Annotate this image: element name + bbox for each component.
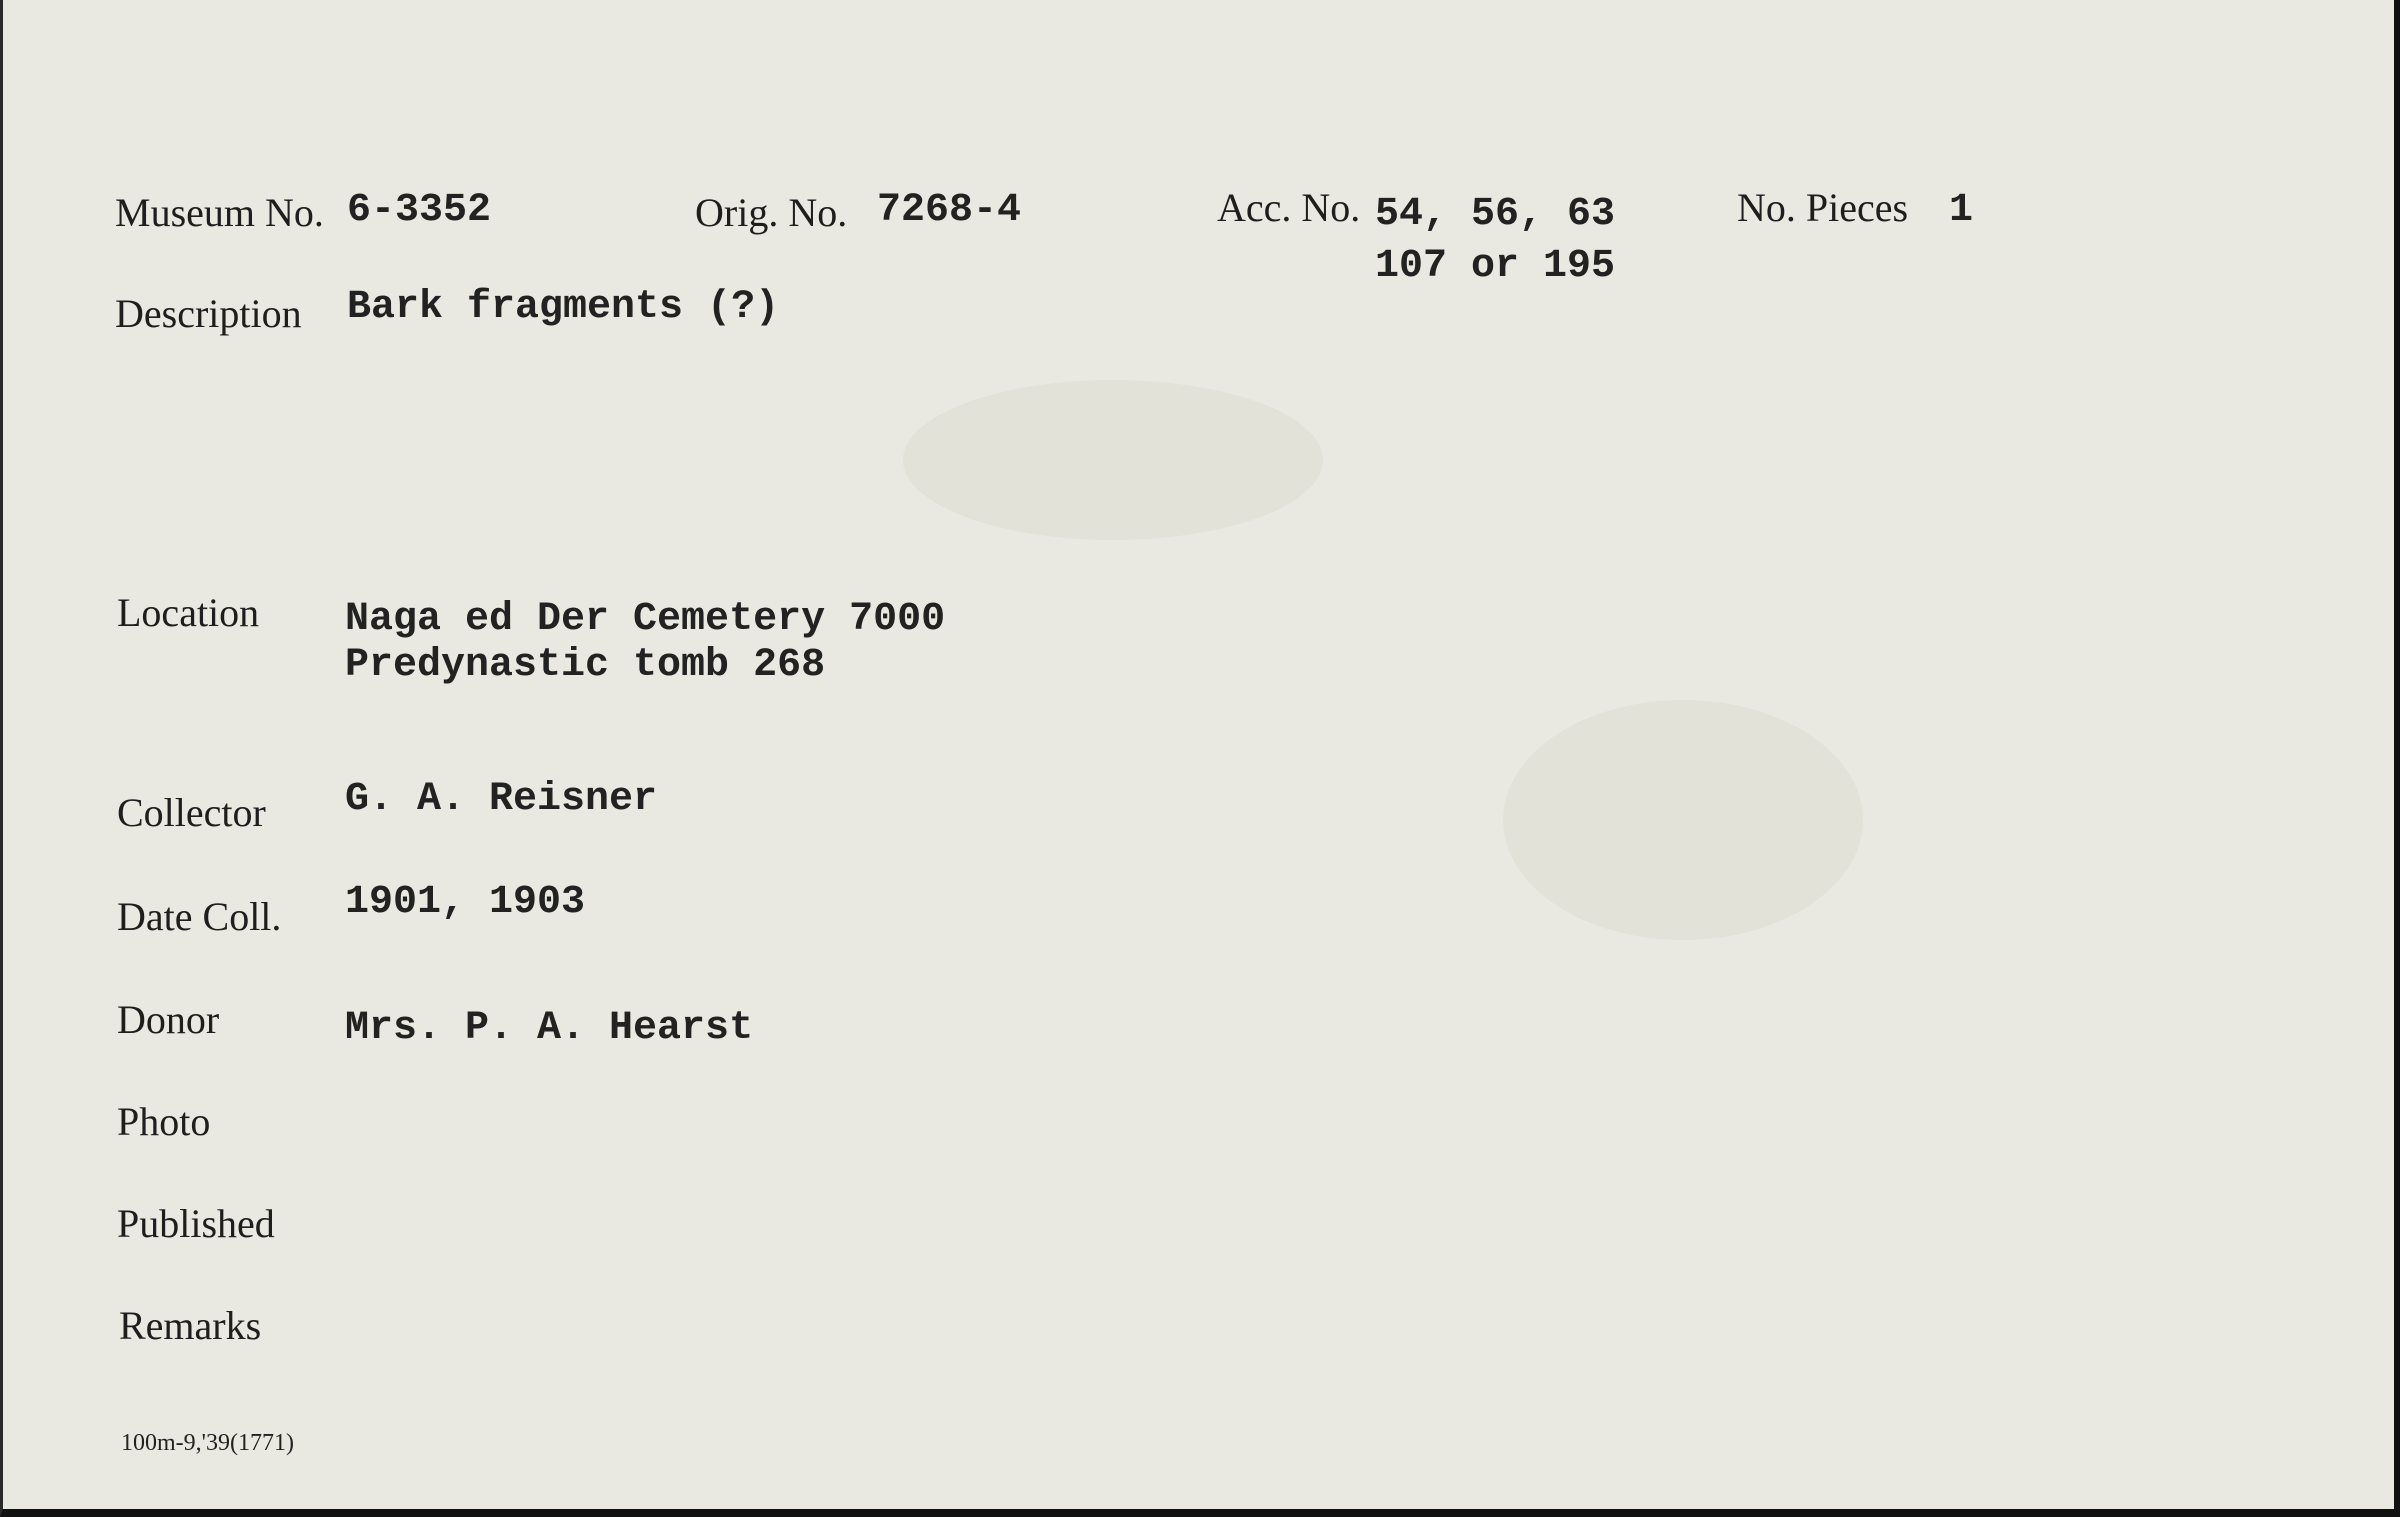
- date-coll-value: 1901, 1903: [345, 880, 586, 925]
- location-label: Location: [117, 590, 260, 635]
- date-coll-label: Date Coll.: [117, 894, 282, 939]
- acc-no-value-line1: 54, 56, 63: [1375, 192, 1616, 237]
- no-pieces-value: 1: [1949, 188, 1974, 233]
- description-value: Bark fragments (?): [347, 285, 780, 330]
- acc-no-label: Acc. No.: [1217, 185, 1361, 230]
- description-label: Description: [115, 291, 302, 336]
- museum-no-label: Museum No.: [115, 190, 324, 235]
- published-label: Published: [117, 1201, 275, 1246]
- location-line2: Predynastic tomb 268: [345, 643, 826, 688]
- museum-no-value: 6-3352: [347, 188, 492, 233]
- photo-label: Photo: [117, 1099, 211, 1144]
- collector-label: Collector: [117, 790, 266, 835]
- donor-value: Mrs. P. A. Hearst: [345, 1006, 754, 1051]
- donor-label: Donor: [117, 997, 220, 1042]
- orig-no-value: 7268-4: [877, 188, 1022, 233]
- collector-value: G. A. Reisner: [345, 777, 658, 822]
- location-line1: Naga ed Der Cemetery 7000: [345, 597, 946, 642]
- acc-no-value-line2: 107 or 195: [1375, 244, 1616, 289]
- paper-smudge: [1503, 700, 1863, 940]
- form-code: 100m-9,'39(1771): [121, 1430, 294, 1456]
- paper-smudge: [903, 380, 1323, 540]
- remarks-label: Remarks: [119, 1303, 262, 1348]
- orig-no-label: Orig. No.: [695, 190, 848, 235]
- no-pieces-label: No. Pieces: [1737, 185, 1909, 230]
